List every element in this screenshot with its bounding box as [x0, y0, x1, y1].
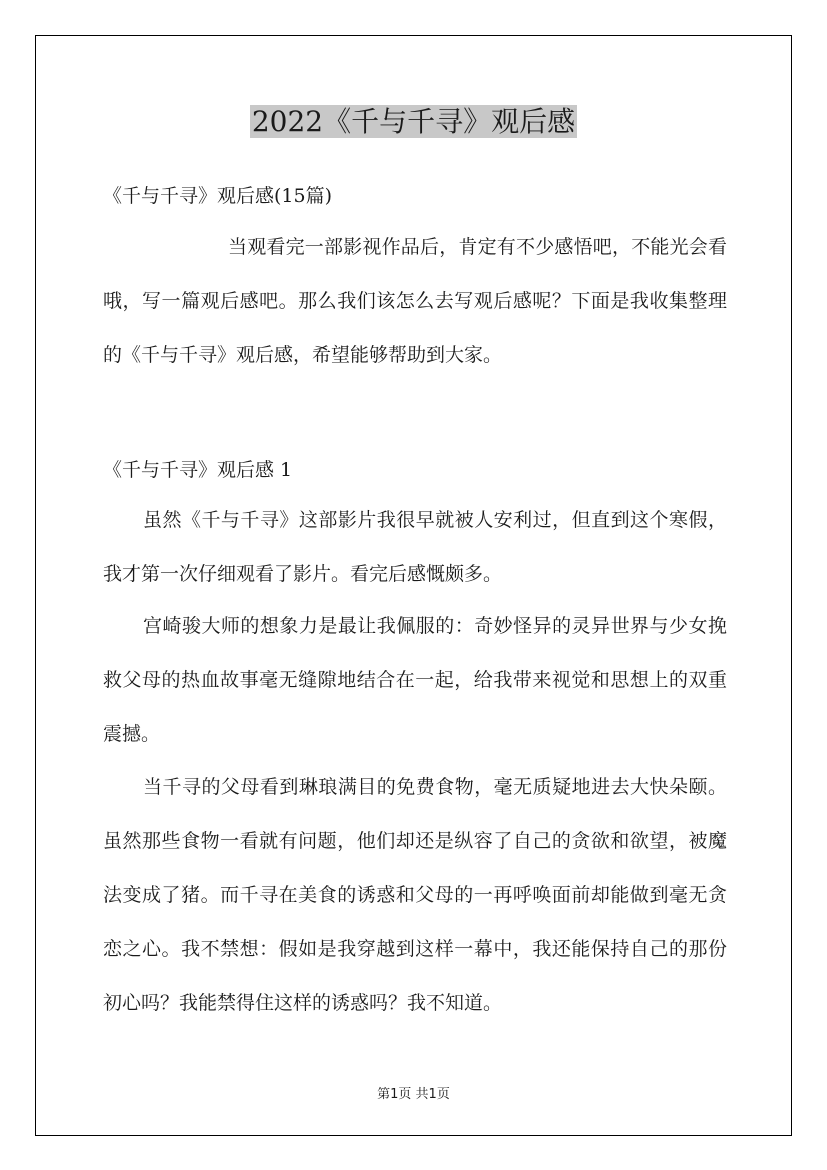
body-paragraph-1: 虽然《千与千寻》这部影片我很早就被人安利过，但直到这个寒假，我才第一次仔细观看了影片。看完后感慨颇多。 — [103, 509, 727, 585]
body-paragraph-3: 当千寻的父母看到琳琅满目的免费食物，毫无质疑地进去大快朵颐。虽然那些食物一看就有问题，他们却还是纵容了自己的贪欲和欲望，被魔法变成了猪。而千寻在美食的诱惑和父母的一再呼唤面前却能做到毫无贪恋之心。我不禁想：假如是我穿越到这样一幕中，我还能保持自己的那份初心吗？我能禁得住这样的诱惑吗？我不知道。 — [103, 776, 727, 1014]
body-paragraph-2: 宫崎骏大师的想象力是最让我佩服的：奇妙怪异的灵异世界与少女挽救父母的热血故事毫无缝隙地结合在一起，给我带来视觉和思想上的双重震撼。 — [103, 615, 727, 745]
page-footer: 第1页 共1页 — [377, 1087, 450, 1102]
document-subtitle: 《千与千寻》观后感(15篇) — [103, 185, 333, 207]
section-heading: 《千与千寻》观后感 1 — [103, 459, 293, 481]
document-title: 2022《千与千寻》观后感 — [251, 105, 576, 138]
intro-paragraph: 当观看完一部影视作品后，肯定有不少感悟吧，不能光会看哦，写一篇观后感吧。那么我们该怎么去写观后感呢？下面是我收集整理的《千与千寻》观后感，希望能够帮助到大家。 — [103, 236, 727, 366]
